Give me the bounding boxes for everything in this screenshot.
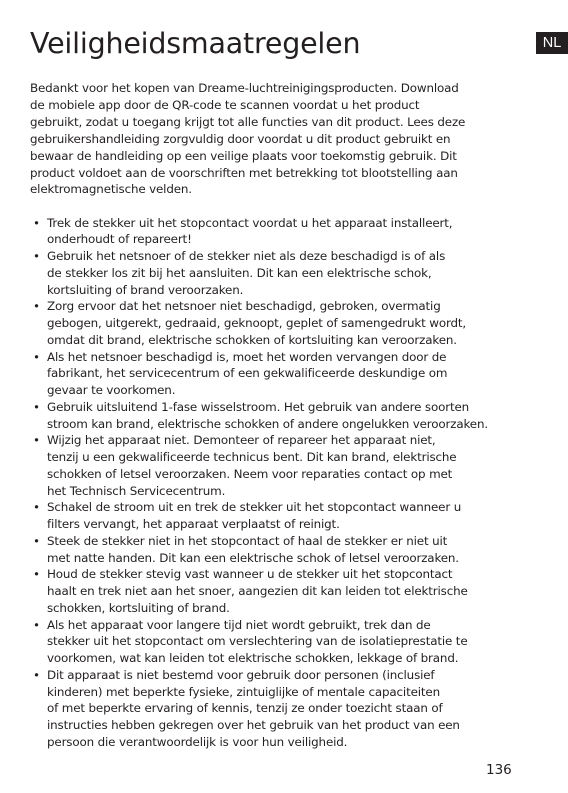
list-item-text xyxy=(47,215,530,249)
list-item-line: onderhoudt of repareert! xyxy=(47,232,192,247)
bullet-dot-icon: • xyxy=(33,500,40,515)
list-item-text xyxy=(47,566,530,616)
safety-list xyxy=(30,215,530,751)
list-item xyxy=(30,399,530,433)
list-item-line: tenzij u een gekwalificeerde technicus bent. Dit kan brand, elektrische xyxy=(47,450,457,464)
list-item-line: instructies hebben gekregen over het gebruik van het product van een xyxy=(47,718,460,732)
list-item-line: Als het apparaat voor langere tijd niet wordt gebruikt, trek dan de xyxy=(47,617,431,632)
bullet-dot-icon: • xyxy=(33,399,40,414)
list-item-line: of met beperkte ervaring of kennis, tenzij ze onder toezicht staan of xyxy=(47,701,443,716)
list-item xyxy=(30,566,530,616)
bullet-dot-icon: • xyxy=(33,249,40,263)
list-item-line: stroom kan brand, elektrische schokken of andere ongelukken veroorzaken. xyxy=(47,416,488,431)
list-item-line: kortsluiting of brand veroorzaken. xyxy=(47,282,244,297)
intro-line: bewaar de handleiding op een veilige plaats voor toekomstig gebruik. Dit xyxy=(30,148,457,163)
list-item-line: kinderen) met beperkte fysieke, zintuiglijke of mentale capaciteiten xyxy=(47,684,440,699)
intro-line: gebruikt, zodat u toegang krijgt tot alle functies van dit product. Lees deze xyxy=(30,114,466,129)
list-item xyxy=(30,215,530,249)
intro-line: elektromagnetische velden. xyxy=(30,182,192,197)
list-item-line: voorkomen, wat kan leiden tot elektrische schokken, lekkage of brand. xyxy=(47,651,459,665)
list-item-line: Houd de stekker stevig vast wanneer u de stekker uit het stopcontact xyxy=(47,567,453,582)
list-item xyxy=(30,499,530,533)
list-item-line: het Technisch Servicecentrum. xyxy=(47,483,226,498)
list-item-line: haalt en trek niet aan het snoer, aangezien dit kan leiden tot elektrische xyxy=(47,584,468,598)
list-item-line: Zorg ervoor dat het netsnoer niet beschadigd, gebroken, overmatig xyxy=(47,299,441,314)
intro-line: Bedankt voor het kopen van Dreame-luchtreinigingsproducten. Download xyxy=(30,81,459,95)
list-item-line: omdat dit brand, elektrische schokken of kortsluiting kan veroorzaken. xyxy=(47,332,457,347)
list-item-line: fabrikant, het servicecentrum of een gekwalificeerde deskundige om xyxy=(47,366,448,381)
list-item-line: Schakel de stroom uit en trek de stekker uit het stopcontact wanneer u xyxy=(47,500,462,515)
bullet-dot-icon: • xyxy=(33,567,40,582)
list-item-text xyxy=(47,349,530,399)
list-item-text xyxy=(47,248,530,298)
list-item-line: schokken of letsel veroorzaken. Neem voor reparaties contact op met xyxy=(47,466,453,481)
list-item-line: Dit apparaat is niet bestemd voor gebruik door personen (inclusief xyxy=(47,667,435,682)
list-item-text xyxy=(47,432,530,499)
intro-line: gebruikershandleiding zorgvuldig door voordat u dit product gebruikt en xyxy=(30,131,451,146)
list-item-text xyxy=(47,617,530,667)
list-item-text xyxy=(47,667,530,751)
list-item-line: stekker uit het stopcontact om verslechtering van de isolatieprestatie te xyxy=(47,634,468,649)
bullet-dot-icon: • xyxy=(33,299,40,314)
list-item-line: gevaar te voorkomen. xyxy=(47,383,176,397)
list-item-line: Trek de stekker uit het stopcontact voordat u het apparaat installeert, xyxy=(47,215,453,230)
list-item xyxy=(30,432,530,499)
page-title: Veiligheidsmaatregelen xyxy=(30,27,361,60)
list-item xyxy=(30,533,530,567)
list-item-text xyxy=(47,298,530,348)
list-item xyxy=(30,667,530,751)
language-badge: NL xyxy=(536,32,568,54)
intro-line: de mobiele app door de QR-code te scannen voordat u het product xyxy=(30,97,420,112)
intro-paragraph xyxy=(30,80,530,198)
list-item-line: persoon die verantwoordelijk is voor hun veiligheid. xyxy=(47,734,348,749)
bullet-dot-icon: • xyxy=(33,667,40,682)
bullet-dot-icon: • xyxy=(33,533,40,548)
list-item-line: Gebruik uitsluitend 1-fase wisselstroom. Het gebruik van andere soorten xyxy=(47,399,470,414)
list-item-text xyxy=(47,399,530,433)
list-item-line: met natte handen. Dit kan een elektrische schok of letsel veroorzaken. xyxy=(47,550,459,565)
list-item-line: gebogen, uitgerekt, gedraaid, geknoopt, geplet of samengedrukt wordt, xyxy=(47,316,467,330)
list-item-line: schokken, kortsluiting of brand. xyxy=(47,600,230,615)
list-item xyxy=(30,298,530,348)
list-item xyxy=(30,349,530,399)
bullet-dot-icon: • xyxy=(33,215,40,230)
list-item-line: filters vervangt, het apparaat verplaatst of reinigt. xyxy=(47,517,340,531)
list-item xyxy=(30,248,530,298)
list-item-line: Gebruik het netsnoer of de stekker niet als deze beschadigd is of als xyxy=(47,249,446,263)
list-item-line: Als het netsnoer beschadigd is, moet het worden vervangen door de xyxy=(47,349,447,364)
list-item xyxy=(30,617,530,667)
list-item-text xyxy=(47,533,530,567)
bullet-dot-icon: • xyxy=(33,433,40,448)
list-item-line: Wijzig het apparaat niet. Demonteer of repareer het apparaat niet, xyxy=(47,433,436,448)
list-item-line: Steek de stekker niet in het stopcontact of haal de stekker er niet uit xyxy=(47,533,448,548)
bullet-dot-icon: • xyxy=(33,349,40,364)
intro-line: product voldoet aan de voorschriften met betrekking tot blootstelling aan xyxy=(30,165,458,180)
list-item-line: de stekker los zit bij het aansluiten. Dit kan een elektrische schok, xyxy=(47,265,432,280)
list-item-text xyxy=(47,499,530,533)
bullet-dot-icon: • xyxy=(33,617,40,632)
page-number: 136 xyxy=(486,762,512,778)
